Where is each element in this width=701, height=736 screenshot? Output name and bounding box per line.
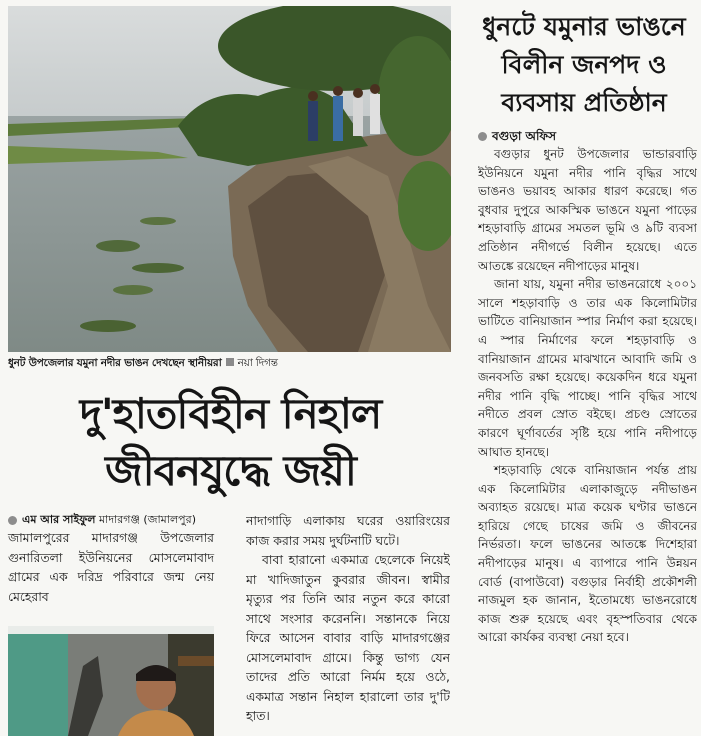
side-story-para-2: জানা যায়, যমুনা নদীর ভাঙনরোধে ২০০১ সালে শহড়াবাড়ি ও তার এক কিলোমিটার ভাটিতে বানিয়াজান স্পার নির্মাণ করা হয়েছে। এ স্পার নির্মাণের ফলে শহড়াবাড়ি ও বানিয়াজান গ্রামের মাঝখানে আবাদি জমি ও জনবসতি রক্ষা হয়েছে। কয়েকদিন ধরে যমুনা নদীর পানি বৃদ্ধি পাচ্ছে। পানি বৃদ্ধির সাথে নদীতে প্রবল স্রোত বইছে। প্রচণ্ড স্রোতের কারণে ঘূর্ণাবর্তের সৃষ্টি হয়ে পানি নদীপাড়ে আঘাত হানছে। [478,277,697,459]
main-headline-line2: জীবনযুদ্ধে জয়ী [105,446,356,495]
side-story-column [478,145,697,736]
caption-text: ধুনট উপজেলার যমুনা নদীর ভাঙন দেখছেন স্থানীয়রা [8,357,222,369]
author-name: এম আর সাইফুল [22,513,96,526]
byline-bullet-icon [8,516,17,525]
caption-separator [226,358,234,366]
nihal-photo [8,626,214,736]
side-story-para-1: বগুড়ার ধুনট উপজেলার ভান্ডারবাড়ি ইউনিয়নে যমুনা নদীর পানি বৃদ্ধির সাথে ভাঙনও ভয়াবহ আকার ধারণ করেছে। গত বুধবার দুপুরে আকস্মিক ভাঙনে যমুনা পাড়ের শহড়াবাড়ি গ্রামের সমতল ভূমি ও ৯টি ব্যবসা প্রতিষ্ঠান নদীগর্ভে বিলীন হয়েছে। এতে আতঙ্কে রয়েছেন নদীপাড়ের মানুষ। [478,147,697,273]
side-byline-bullet-icon [478,132,487,141]
photo-credit: নয়া দিগন্ত [237,357,278,369]
author-location: মাদারগঞ্জ (জামালপুর) [98,513,196,526]
riverbank-erosion-photo [8,6,451,352]
main-story-column-1 [8,528,214,606]
main-story-column-2 [246,511,450,736]
side-story-para-3: শহড়াবাড়ি থেকে বানিয়াজান পর্যন্ত প্রায় এক কিলোমিটার এলাকাজুড়ে নদীভাঙন অব্যাহত রয়েছে। মাত্র কয়েক ঘণ্টার ভাঙনে হারিয়ে গেছে চাষের জমি ও জীবনের নির্ভরতা। ফলে ভাঙনের আতঙ্কে দিশেহারা নদীপাড়ের মানুষ। এ ব্যাপারে পানি উন্নয়ন বোর্ড (বাপাউবো) বগুড়ার নির্বাহী প্রকৌশলী নাজমুল হক জানান, ইতোমধ্যে ভাঙনরোধে কাজ শুরু হয়েছে এবং বৃহস্পতিবার থেকে আরো কার্যকর ব্যবস্থা নেয়া হবে। [478,463,697,645]
side-byline-text: বগুড়া অফিস [492,129,557,143]
main-headline-line1: দু'হাতবিহীন নিহাল [79,389,382,438]
side-headline: ধুনটে যমুনার ভাঙনে বিলীন জনপদ ও ব্যবসায় প্রতিষ্ঠান [482,12,686,117]
photo-caption [8,356,451,374]
main-story-para-2: বাবা হারানো একমাত্র ছেলেকে নিয়েই মা খাদিজাতুন কুবরার জীবন। স্বামীর মৃত্যুর পর তিনি আর নতুন করে কারো সাথে সংসার করেননি। সন্তানকে নিয়ে ফিরে আসেন বাবার বাড়ি মাদারগঞ্জের মোসলেমাবাদ গ্রামে। কিন্তু ভাগ্য যেন তাদের প্রতি আরো নির্মম হয়ে ওঠে, একমাত্র সন্তান নিহাল হারালো তার দু'টি হাত। [246,552,450,723]
main-story-para-1: নাদাগাড়ি এলাকায় ঘরের ওয়ারিংয়ের কাজ করার সময় দুর্ঘটনাটি ঘটে। [246,513,450,548]
main-story-intro: জামালপুরের মাদারগঞ্জ উপজেলার গুনারিতলা ইউনিয়নের মোসলেমাবাদ গ্রামের এক দরিদ্র পরিবারে জন্ম নেয় মেহেরাব [8,530,214,604]
